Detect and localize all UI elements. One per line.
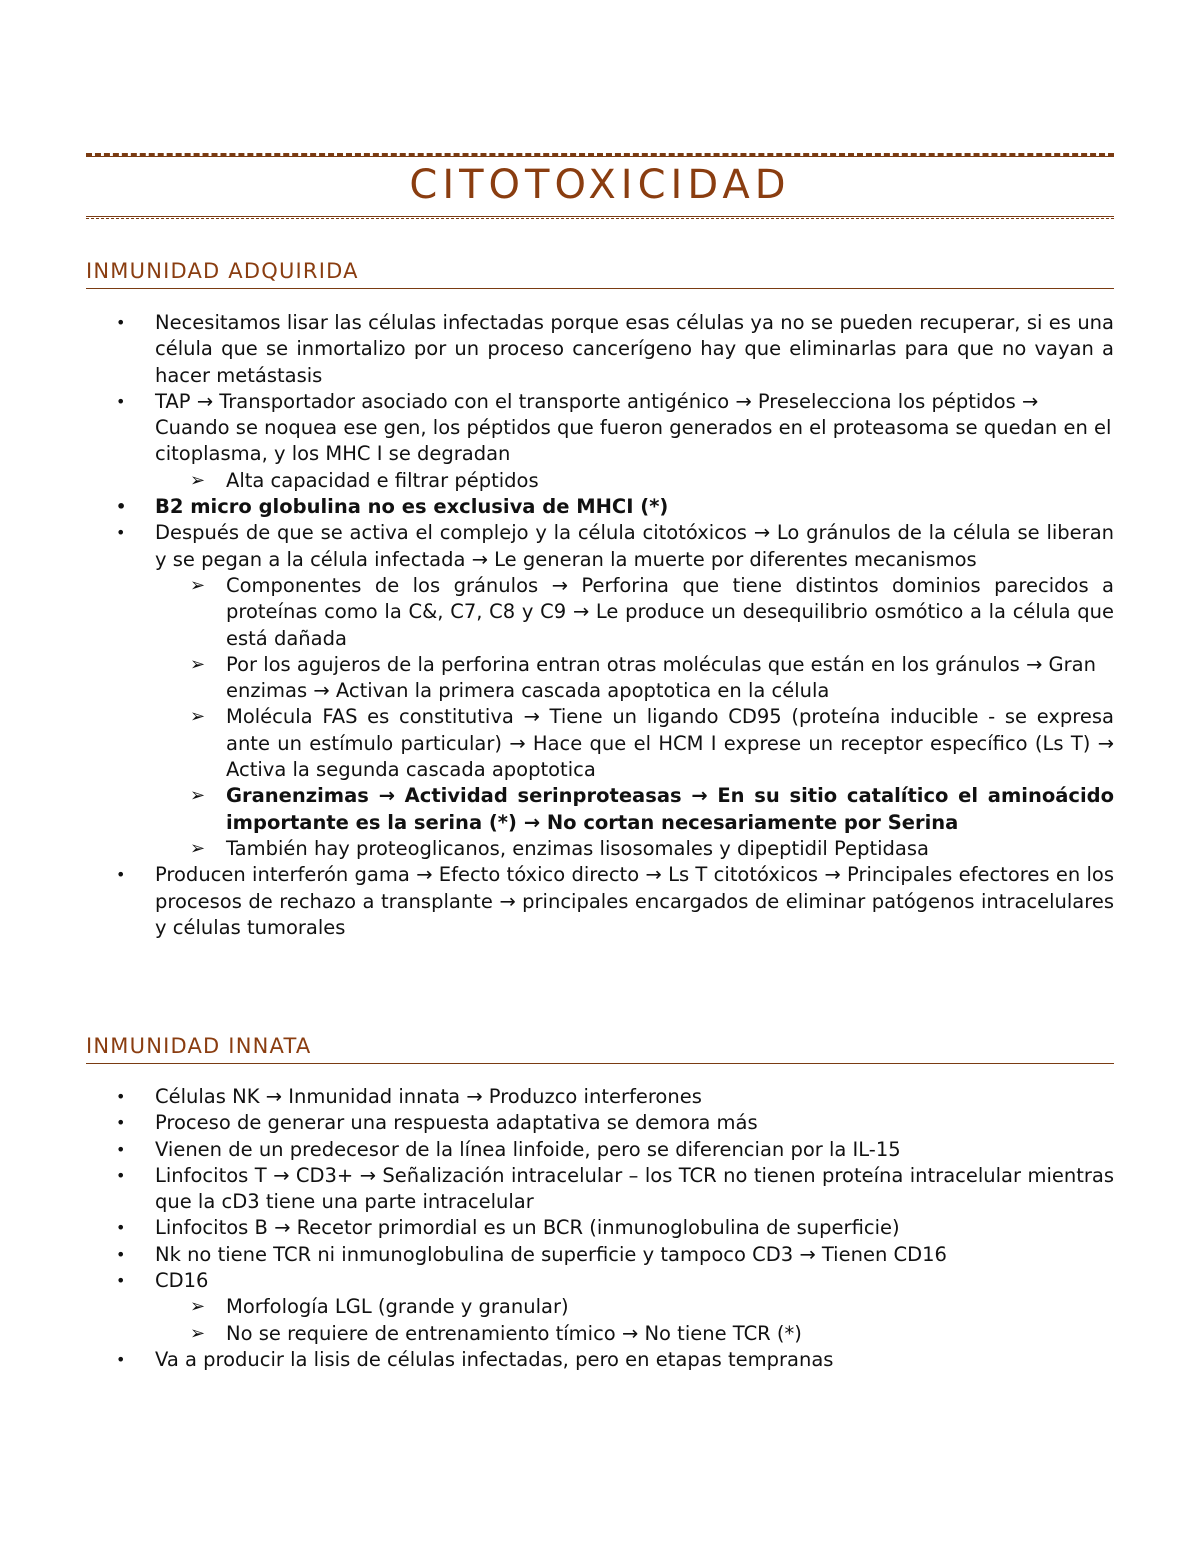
list-item: [86, 862, 1114, 941]
list-inmunidad-innata: [86, 1084, 1114, 1373]
list-item: [86, 1137, 1114, 1163]
bullet-icon: •: [116, 1087, 126, 1106]
list-item: [86, 494, 1114, 520]
list-item-text: Vienen de un predecesor de la línea linfoide, pero se diferencian por la IL-15: [155, 1137, 901, 1161]
sub-list-item: [86, 1321, 1114, 1347]
list-item: [86, 1084, 1114, 1110]
title-rule-top-line: [86, 156, 1114, 157]
arrow-bullet-icon: ➢: [190, 1296, 206, 1318]
sub-list-item: [86, 783, 1114, 836]
list-item-text: TAP → Transportador asociado con el transporte antigénico → Preselecciona los péptidos → Cuando se noquea ese gen, los péptidos que fueron generados en el proteasoma se quedan en el citoplasma, y los MHC I se degradan: [155, 389, 1112, 466]
list-item: [86, 1268, 1114, 1294]
sub-list-item-text: Granenzimas → Actividad serinproteasas → En su sitio catalítico el aminoácido importante es la serina (*) → No cortan necesariamente por Serina: [226, 784, 1114, 834]
sub-list-item-text: Alta capacidad e filtrar péptidos: [226, 468, 539, 492]
sub-list-item-text: También hay proteoglicanos, enzimas lisosomales y dipeptidil Peptidasa: [226, 836, 929, 860]
sub-list-item-text: Por los agujeros de la perforina entran otras moléculas que están en los gránulos → Gran enzimas → Activan la primera cascada apoptotica en la célula: [226, 652, 1096, 703]
bullet-icon: •: [116, 1271, 126, 1291]
bullet-icon: •: [116, 497, 127, 517]
arrow-bullet-icon: ➢: [190, 706, 206, 728]
bullet-icon: •: [116, 313, 126, 332]
list-item-text: CD16: [155, 1269, 209, 1293]
list-item: [86, 389, 1114, 468]
sub-list-item: [86, 704, 1114, 783]
list-item-text: B2 micro globulina no es exclusiva de MHCI (*): [155, 495, 669, 519]
bullet-icon: •: [116, 1139, 126, 1159]
arrow-bullet-icon: ➢: [190, 1322, 206, 1344]
sub-list-item-text: No se requiere de entrenamiento tímico → No tiene TCR (*): [226, 1321, 802, 1345]
list-item-text: Proceso de generar una respuesta adaptativa se demora más: [155, 1111, 758, 1135]
sub-list-item: [86, 652, 1114, 705]
bullet-icon: •: [116, 1244, 126, 1264]
section-heading-inmunidad-innata: INMUNIDAD INNATA: [86, 1033, 1114, 1064]
bullet-icon: •: [116, 865, 126, 885]
list-item-text: Necesitamos lisar las células infectadas porque esas células ya no se pueden recuperar, si es una célula que se inmortalizo por un proceso cancerígeno hay que eliminarlas para que no vayan a hacer metástasis: [155, 311, 1114, 387]
page-title: CITOTOXICIDAD: [409, 162, 791, 208]
sub-list-item-text: Molécula FAS es constitutiva → Tiene un ligando CD95 (proteína inducible - se expresa ante un estímulo particular) → Hace que el HCM I exprese un receptor específico (Ls T) → Activa la segunda cascada apoptotica: [226, 705, 1114, 782]
arrow-bullet-icon: ➢: [190, 653, 206, 675]
list-inmunidad-adquirida: [86, 310, 1114, 941]
list-item: [86, 310, 1114, 389]
title-rule-bottom: [86, 216, 1114, 217]
bullet-icon: •: [116, 523, 126, 543]
bullet-icon: •: [116, 391, 126, 411]
list-item: [86, 1110, 1114, 1136]
list-item: [86, 1215, 1114, 1241]
bullet-icon: •: [116, 1113, 126, 1133]
list-item: [86, 520, 1114, 573]
list-item-text: Producen interferón gama → Efecto tóxico directo → Ls T citotóxicos → Principales efectores en los procesos de rechazo a transplante → principales encargados de eliminar patógenos intracelulares y células tumorales: [155, 863, 1114, 939]
sub-list-item: [86, 573, 1114, 652]
list-item-text: Va a producir la lisis de células infectadas, pero en etapas tempranas: [155, 1347, 834, 1371]
sub-list-item-text: Morfología LGL (grande y granular): [226, 1295, 569, 1319]
list-item-text: Linfocitos B → Recetor primordial es un BCR (inmunoglobulina de superficie): [155, 1216, 900, 1240]
list-item-text: Células NK → Inmunidad innata → Produzco interferones: [155, 1085, 702, 1108]
list-item: [86, 1347, 1114, 1373]
section-heading-inmunidad-adquirida: INMUNIDAD ADQUIRIDA: [86, 258, 1114, 289]
list-item-text: Linfocitos T → CD3+ → Señalización intracelular – los TCR no tienen proteína intracelular mientras que la cD3 tiene una parte intracelular: [155, 1163, 1114, 1214]
sub-list-item: [86, 468, 1114, 494]
bullet-icon: •: [116, 1349, 126, 1369]
arrow-bullet-icon: ➢: [190, 837, 206, 859]
arrow-bullet-icon: ➢: [190, 785, 206, 807]
list-item: [86, 1163, 1114, 1216]
title-rule-bottom-dashed: [86, 218, 1114, 219]
list-item-text: Nk no tiene TCR ni inmunoglobulina de superficie y tampoco CD3 → Tienen CD16: [155, 1242, 947, 1266]
arrow-bullet-icon: ➢: [190, 469, 206, 491]
sub-list-item: [86, 1294, 1114, 1320]
bullet-icon: •: [116, 1165, 126, 1185]
bullet-icon: •: [116, 1218, 126, 1238]
sub-list-item: [86, 836, 1114, 862]
list-item-text: Después de que se activa el complejo y la célula citotóxicos → Lo gránulos de la célula se liberan y se pegan a la célula infectada → Le generan la muerte por diferentes mecanismos: [155, 521, 1114, 571]
arrow-bullet-icon: ➢: [190, 574, 206, 596]
list-item: [86, 1242, 1114, 1268]
sub-list-item-text: Componentes de los gránulos → Perforina que tiene distintos dominios parecidos a proteínas como la C&, C7, C8 y C9 → Le produce un desequilibrio osmótico a la célula que está dañada: [226, 573, 1114, 650]
